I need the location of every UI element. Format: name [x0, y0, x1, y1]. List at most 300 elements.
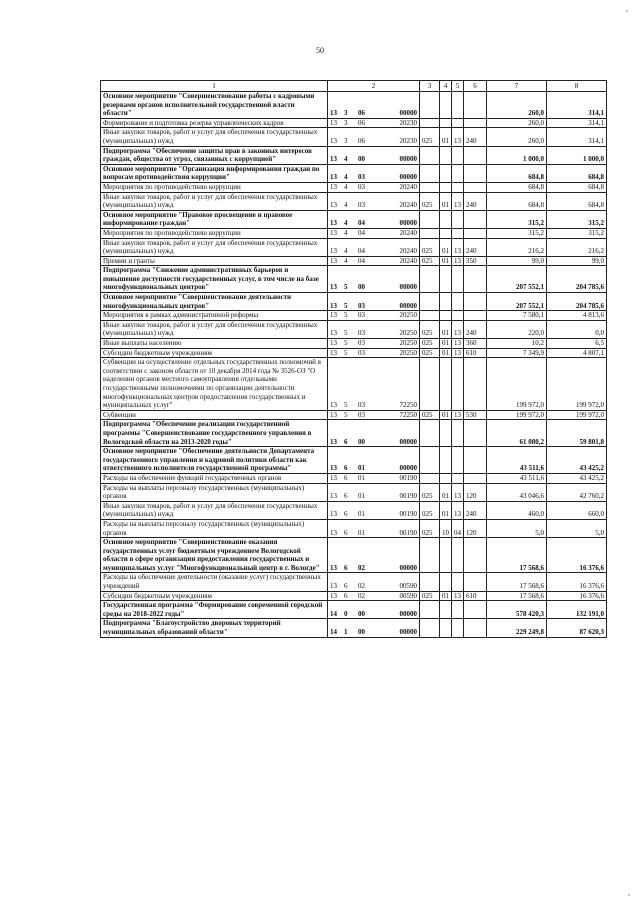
- ministry-code: [420, 164, 440, 182]
- subsection-code: [452, 420, 464, 447]
- code-part: 13: [330, 582, 337, 591]
- code-part: 5: [344, 348, 348, 357]
- code-part: 4: [344, 247, 348, 256]
- budget-table: [100, 80, 607, 638]
- table-row: [101, 591, 607, 601]
- code-part: 6: [344, 464, 348, 473]
- target-article-code: [328, 92, 420, 119]
- amount-2019: 207 552,1: [487, 266, 547, 293]
- row-description: Субвенции: [101, 410, 328, 420]
- code-part: 6: [344, 437, 348, 446]
- target-article-code: [328, 128, 420, 146]
- subsection-code: 04: [452, 519, 464, 537]
- section-code: [440, 311, 452, 321]
- section-code: [440, 118, 452, 128]
- ministry-code: [420, 146, 440, 164]
- code-part: 03: [358, 348, 365, 357]
- code-part: 00190: [399, 528, 417, 537]
- expense-type-code: 530: [464, 410, 487, 420]
- code-part: 00000: [399, 173, 417, 182]
- subsection-code: 13: [452, 339, 464, 349]
- row-description: Расходы на выплаты персоналу государственных (муниципальных) органов: [101, 519, 328, 537]
- subsection-code: [452, 118, 464, 128]
- target-article-code: [328, 320, 420, 338]
- code-part: 20250: [399, 311, 417, 320]
- ministry-code: [420, 601, 440, 619]
- code-part: 14: [330, 609, 337, 618]
- subsection-code: [452, 473, 464, 483]
- code-part: 5: [344, 329, 348, 338]
- code-part: 01: [358, 473, 365, 482]
- table-row: [101, 420, 607, 447]
- amount-2020: 42 760,2: [547, 483, 607, 501]
- ministry-code: [420, 573, 440, 591]
- row-description: Иные выплаты населению: [101, 339, 328, 349]
- amount-2019: 199 972,0: [487, 410, 547, 420]
- code-part: 13: [330, 410, 337, 419]
- expense-type-code: [464, 118, 487, 128]
- row-description: Субсидии бюджетным учреждениям: [101, 348, 328, 358]
- table-row: [101, 619, 607, 637]
- amount-2019: 315,2: [487, 228, 547, 238]
- subsection-code: [452, 311, 464, 321]
- target-article-code: [328, 447, 420, 474]
- table-row: [101, 128, 607, 146]
- code-part: 03: [358, 329, 365, 338]
- amount-2019: 260,0: [487, 128, 547, 146]
- amount-2020: 684,8: [547, 182, 607, 192]
- section-code: 01: [440, 256, 452, 266]
- code-part: 13: [330, 473, 337, 482]
- expense-type-code: [464, 420, 487, 447]
- section-code: 01: [440, 410, 452, 420]
- code-part: 4: [344, 256, 348, 265]
- amount-2019: 578 420,3: [487, 601, 547, 619]
- code-part: 13: [330, 464, 337, 473]
- target-article-code: [328, 266, 420, 293]
- code-part: 06: [358, 109, 365, 118]
- subsection-code: 13: [452, 410, 464, 420]
- code-part: 03: [358, 173, 365, 182]
- amount-2020: 216,2: [547, 238, 607, 256]
- target-article-code: [328, 573, 420, 591]
- table-row: [101, 256, 607, 266]
- code-part: 20250: [399, 348, 417, 357]
- code-part: 00000: [399, 155, 417, 164]
- amount-2019: 43 046,6: [487, 483, 547, 501]
- ministry-code: [420, 311, 440, 321]
- target-article-code: [328, 164, 420, 182]
- code-part: 13: [330, 492, 337, 501]
- code-part: 03: [358, 182, 365, 191]
- code-part: 6: [344, 492, 348, 501]
- section-code: [440, 92, 452, 119]
- amount-2020: 4 807,1: [547, 348, 607, 358]
- target-article-code: [328, 182, 420, 192]
- code-part: 72250: [399, 401, 417, 410]
- amount-2019: 216,2: [487, 238, 547, 256]
- code-part: 13: [330, 563, 337, 572]
- table-row: [101, 311, 607, 321]
- table-row: [101, 228, 607, 238]
- code-part: 00190: [399, 473, 417, 482]
- expense-type-code: [464, 573, 487, 591]
- code-part: 00: [358, 609, 365, 618]
- expense-type-code: [464, 538, 487, 573]
- target-article-code: [328, 601, 420, 619]
- code-part: 00: [358, 155, 365, 164]
- section-code: [440, 619, 452, 637]
- subsection-code: [452, 266, 464, 293]
- amount-2019: 5,0: [487, 519, 547, 537]
- amount-2019: 199 972,0: [487, 358, 547, 411]
- code-part: 5: [344, 401, 348, 410]
- target-article-code: [328, 358, 420, 411]
- expense-type-code: 610: [464, 591, 487, 601]
- row-description: Подпрограмма "Обеспечение защиты прав в законных интересов граждан, общества от угроз, связанных с коррупцией": [101, 146, 328, 164]
- target-article-code: [328, 192, 420, 210]
- expense-type-code: [464, 164, 487, 182]
- ministry-code: [420, 447, 440, 474]
- code-part: 13: [330, 228, 337, 237]
- code-part: 13: [330, 348, 337, 357]
- target-article-code: [328, 210, 420, 228]
- code-part: 01: [358, 492, 365, 501]
- row-description: Подпрограмма "Обеспечение реализации государственной программы "Совершенствование государственного управления в Вологодской области на 2013-2020 годы": [101, 420, 328, 447]
- code-part: 6: [344, 510, 348, 519]
- row-description: Расходы на обеспечение деятельности (оказание услуг) государственных учреждений: [101, 573, 328, 591]
- code-part: 13: [330, 301, 337, 310]
- target-article-code: [328, 591, 420, 601]
- amount-2019: 61 080,2: [487, 420, 547, 447]
- code-part: 13: [330, 118, 337, 127]
- row-description: Иные закупки товаров, работ и услуг для обеспечения государственных (муниципальных) нужд: [101, 320, 328, 338]
- subsection-code: 13: [452, 320, 464, 338]
- ministry-code: [420, 538, 440, 573]
- table-row: [101, 92, 607, 119]
- section-code: [440, 420, 452, 447]
- column-header: 7: [487, 81, 547, 92]
- code-part: 20250: [399, 329, 417, 338]
- amount-2019: 220,0: [487, 320, 547, 338]
- code-part: 04: [358, 219, 365, 228]
- code-part: 01: [358, 510, 365, 519]
- ministry-code: [420, 293, 440, 311]
- section-code: [440, 601, 452, 619]
- section-code: [440, 182, 452, 192]
- amount-2020: 660,0: [547, 501, 607, 519]
- table-row: [101, 320, 607, 338]
- code-part: 72250: [399, 410, 417, 419]
- subsection-code: [452, 293, 464, 311]
- section-code: 01: [440, 320, 452, 338]
- amount-2020: 16 376,6: [547, 573, 607, 591]
- amount-2020: 16 376,6: [547, 538, 607, 573]
- code-part: 13: [330, 256, 337, 265]
- section-code: 01: [440, 348, 452, 358]
- row-description: Расходы на выплаты персоналу государственных (муниципальных) органов: [101, 483, 328, 501]
- row-description: Премии и гранты: [101, 256, 328, 266]
- section-code: [440, 447, 452, 474]
- amount-2020: 314,1: [547, 118, 607, 128]
- code-part: 20240: [399, 201, 417, 210]
- subsection-code: [452, 182, 464, 192]
- column-header: 8: [547, 81, 607, 92]
- target-article-code: [328, 420, 420, 447]
- row-description: Основное мероприятие "Совершенствование оказания государственных услуг бюджетным учреждением Вологодской области в сфере организации предоставления государственных и муниципальных услуг "Многофункциональный центр в г. Вологде": [101, 538, 328, 573]
- expense-type-code: 240: [464, 320, 487, 338]
- expense-type-code: [464, 228, 487, 238]
- code-part: 13: [330, 219, 337, 228]
- table-row: [101, 266, 607, 293]
- code-part: 01: [358, 528, 365, 537]
- amount-2019: 1 000,0: [487, 146, 547, 164]
- amount-2019: 17 568,6: [487, 538, 547, 573]
- subsection-code: 13: [452, 591, 464, 601]
- subsection-code: [452, 538, 464, 573]
- code-part: 13: [330, 201, 337, 210]
- section-code: [440, 146, 452, 164]
- row-description: Основное мероприятие "Совершенствование работы с кадровыми резервами органов исполнительной государственной власти области": [101, 92, 328, 119]
- section-code: 01: [440, 238, 452, 256]
- code-part: 00000: [399, 109, 417, 118]
- table-row: [101, 519, 607, 537]
- section-code: [440, 210, 452, 228]
- ministry-code: 025: [420, 320, 440, 338]
- ministry-code: [420, 266, 440, 293]
- amount-2020: 6,5: [547, 339, 607, 349]
- code-part: 0: [344, 609, 348, 618]
- code-part: 00: [358, 628, 365, 637]
- code-part: 00000: [399, 628, 417, 637]
- target-article-code: [328, 473, 420, 483]
- table-row: [101, 601, 607, 619]
- target-article-code: [328, 146, 420, 164]
- subsection-code: [452, 601, 464, 619]
- amount-2020: 314,1: [547, 128, 607, 146]
- code-part: 00: [358, 283, 365, 292]
- code-part: 20230: [399, 136, 417, 145]
- column-header: 5: [452, 81, 464, 92]
- table-row: [101, 210, 607, 228]
- amount-2020: 0,0: [547, 320, 607, 338]
- code-part: 06: [358, 118, 365, 127]
- code-part: 6: [344, 563, 348, 572]
- expense-type-code: 240: [464, 238, 487, 256]
- ministry-code: [420, 228, 440, 238]
- code-part: 20240: [399, 228, 417, 237]
- section-code: 01: [440, 501, 452, 519]
- subsection-code: [452, 210, 464, 228]
- expense-type-code: 360: [464, 339, 487, 349]
- section-code: 01: [440, 483, 452, 501]
- amount-2019: 7 349,9: [487, 348, 547, 358]
- amount-2020: 314,1: [547, 92, 607, 119]
- table-row: [101, 146, 607, 164]
- subsection-code: [452, 573, 464, 591]
- subsection-code: [452, 447, 464, 474]
- subsection-code: 13: [452, 256, 464, 266]
- table-row: [101, 473, 607, 483]
- amount-2020: 99,0: [547, 256, 607, 266]
- code-part: 4: [344, 182, 348, 191]
- code-part: 4: [344, 155, 348, 164]
- ministry-code: 025: [420, 256, 440, 266]
- target-article-code: [328, 118, 420, 128]
- code-part: 00000: [399, 609, 417, 618]
- expense-type-code: [464, 619, 487, 637]
- code-part: 02: [358, 591, 365, 600]
- column-header: 6: [464, 81, 487, 92]
- code-part: 03: [358, 201, 365, 210]
- code-part: 13: [330, 311, 337, 320]
- ministry-code: [420, 473, 440, 483]
- code-part: 4: [344, 201, 348, 210]
- expense-type-code: [464, 182, 487, 192]
- subsection-code: [452, 146, 464, 164]
- section-code: 10: [440, 519, 452, 537]
- code-part: 5: [344, 410, 348, 419]
- code-part: 6: [344, 582, 348, 591]
- subsection-code: [452, 228, 464, 238]
- expense-type-code: 120: [464, 483, 487, 501]
- corner-mark: ,: [626, 4, 628, 13]
- section-code: [440, 358, 452, 411]
- row-description: Субвенции на осуществление отдельных государственных полномочий в соответствии с законом области от 10 декабря 2014 года № 3526-ОЗ "О наделении органов местного самоуправления отдельными государственными полномочиями по организации деятельности многофункциональных центров предоставления государственных и муниципальных услуг": [101, 358, 328, 411]
- ministry-code: 025: [420, 483, 440, 501]
- code-part: 00000: [399, 219, 417, 228]
- amount-2019: 207 552,1: [487, 293, 547, 311]
- amount-2020: 199 972,0: [547, 410, 607, 420]
- target-article-code: [328, 410, 420, 420]
- table-row: [101, 238, 607, 256]
- amount-2019: 17 568,6: [487, 591, 547, 601]
- amount-2020: 4 813,6: [547, 311, 607, 321]
- code-part: 20240: [399, 247, 417, 256]
- row-description: Основное мероприятие "Совершенствование деятельности многофункциональных центров": [101, 293, 328, 311]
- table-row: [101, 483, 607, 501]
- code-part: 5: [344, 283, 348, 292]
- target-article-code: [328, 619, 420, 637]
- target-article-code: [328, 501, 420, 519]
- code-part: 06: [358, 136, 365, 145]
- amount-2020: 315,2: [547, 228, 607, 238]
- section-code: [440, 538, 452, 573]
- row-description: Иные закупки товаров, работ и услуг для обеспечения государственных (муниципальных) нужд: [101, 501, 328, 519]
- table-row: [101, 501, 607, 519]
- amount-2019: 684,8: [487, 182, 547, 192]
- expense-type-code: [464, 601, 487, 619]
- code-part: 04: [358, 228, 365, 237]
- column-header: 4: [440, 81, 452, 92]
- code-part: 00190: [399, 510, 417, 519]
- expense-type-code: 240: [464, 192, 487, 210]
- code-part: 3: [344, 118, 348, 127]
- ministry-code: [420, 619, 440, 637]
- row-description: Основное мероприятие "Организация информирования граждан по вопросам противодействия коррупции": [101, 164, 328, 182]
- code-part: 6: [344, 528, 348, 537]
- expense-type-code: 350: [464, 256, 487, 266]
- code-part: 00190: [399, 492, 417, 501]
- corner-mark: ,: [628, 888, 630, 897]
- subsection-code: 13: [452, 348, 464, 358]
- target-article-code: [328, 538, 420, 573]
- code-part: 4: [344, 228, 348, 237]
- code-part: 13: [330, 528, 337, 537]
- code-part: 13: [330, 401, 337, 410]
- amount-2020: 199 972,0: [547, 358, 607, 411]
- code-part: 13: [330, 136, 337, 145]
- column-header: 1: [101, 81, 328, 92]
- target-article-code: [328, 293, 420, 311]
- code-part: 03: [358, 410, 365, 419]
- page-number: 50: [316, 46, 324, 55]
- code-part: 04: [358, 247, 365, 256]
- subsection-code: 13: [452, 483, 464, 501]
- code-part: 03: [358, 311, 365, 320]
- code-part: 3: [344, 109, 348, 118]
- target-article-code: [328, 228, 420, 238]
- code-part: 00000: [399, 464, 417, 473]
- table-row: [101, 182, 607, 192]
- target-article-code: [328, 256, 420, 266]
- code-part: 01: [358, 464, 365, 473]
- row-description: Субсидии бюджетным учреждениям: [101, 591, 328, 601]
- expense-type-code: [464, 210, 487, 228]
- amount-2020: 87 620,3: [547, 619, 607, 637]
- code-part: 13: [330, 182, 337, 191]
- amount-2020: 315,2: [547, 210, 607, 228]
- table-row: [101, 192, 607, 210]
- section-code: [440, 228, 452, 238]
- code-part: 13: [330, 339, 337, 348]
- ministry-code: [420, 420, 440, 447]
- code-part: 13: [330, 283, 337, 292]
- expense-type-code: [464, 146, 487, 164]
- target-article-code: [328, 238, 420, 256]
- row-description: Иные закупки товаров, работ и услуг для обеспечения государственных (муниципальных) нужд: [101, 192, 328, 210]
- amount-2019: 43 511,6: [487, 447, 547, 474]
- amount-2019: 10,2: [487, 339, 547, 349]
- table-row: [101, 358, 607, 411]
- code-part: 04: [358, 256, 365, 265]
- code-part: 02: [358, 582, 365, 591]
- amount-2019: 315,2: [487, 210, 547, 228]
- section-code: [440, 293, 452, 311]
- row-description: Мероприятия по противодействию коррупции: [101, 228, 328, 238]
- expense-type-code: [464, 92, 487, 119]
- expense-type-code: [464, 358, 487, 411]
- code-part: 03: [358, 339, 365, 348]
- section-code: 01: [440, 192, 452, 210]
- section-code: 01: [440, 128, 452, 146]
- row-description: Расходы на обеспечение функций государственных органов: [101, 473, 328, 483]
- amount-2020: 684,8: [547, 192, 607, 210]
- ministry-code: [420, 92, 440, 119]
- code-part: 00000: [399, 437, 417, 446]
- amount-2019: 260,0: [487, 118, 547, 128]
- expense-type-code: [464, 266, 487, 293]
- amount-2020: 16 376,6: [547, 591, 607, 601]
- code-part: 13: [330, 437, 337, 446]
- code-part: 13: [330, 109, 337, 118]
- row-description: Иные закупки товаров, работ и услуг для обеспечения государственных (муниципальных) нужд: [101, 128, 328, 146]
- code-part: 00000: [399, 283, 417, 292]
- ministry-code: [420, 210, 440, 228]
- code-part: 6: [344, 591, 348, 600]
- amount-2020: 132 191,0: [547, 601, 607, 619]
- code-part: 1: [344, 628, 348, 637]
